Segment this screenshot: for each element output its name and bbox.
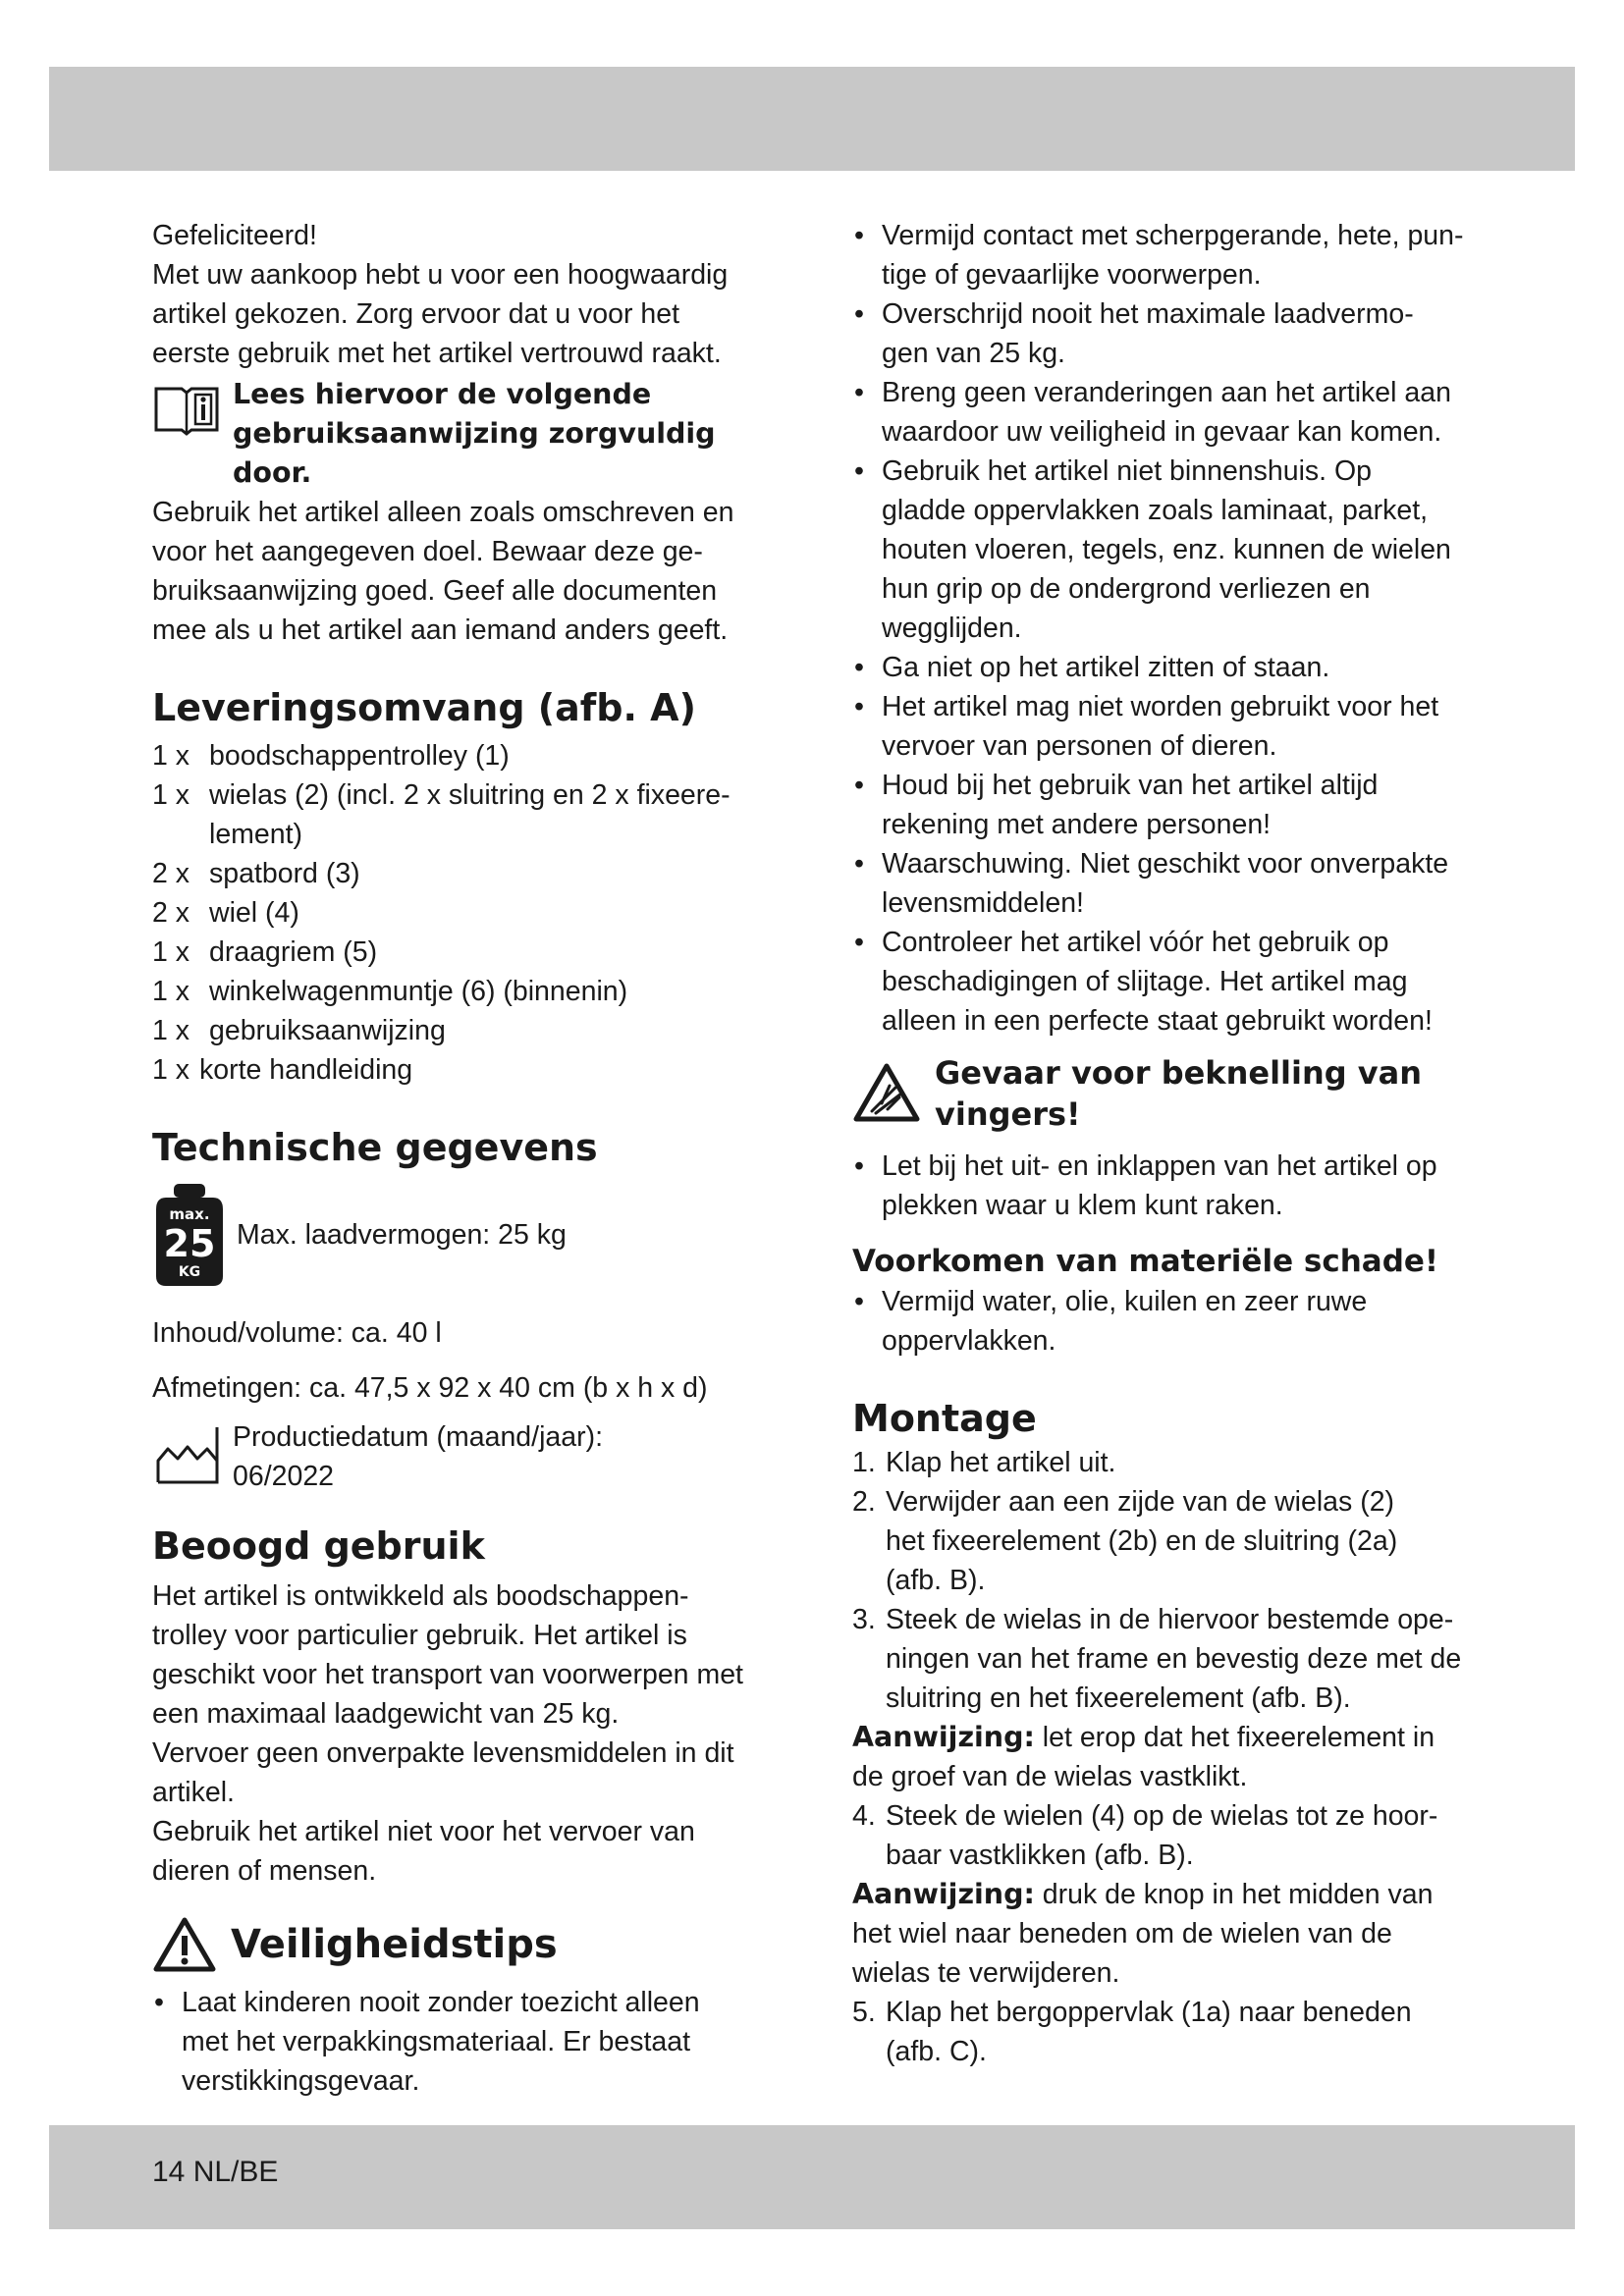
pinch-heading-line: vingers! [935,1095,1081,1133]
delivery-heading: Leveringsomvang (afb. A) [152,686,696,729]
list-item: • Vermijd contact met scherpgerande, hete, pun- tige of gevaarlijke voorwerpen. [852,216,1490,294]
intended-use-line: Vervoer geen onverpakte levensmiddelen in dit [152,1737,734,1769]
list-item: 1 x draagriem (5) [152,936,378,968]
assembly-step: 5. Klap het bergoppervlak (1a) naar beneden (afb. C). [852,1997,1412,2067]
info-line: Lees hiervoor de volgende [233,378,652,410]
safety-heading-row [152,1916,781,1973]
pinch-heading-line: Gevaar voor beknelling van [935,1054,1423,1092]
weight-icon-number: 25 [163,1222,216,1265]
delivery-list [152,736,781,1090]
list-item: • Controleer het artikel vóór het gebruik op beschadigingen of slijtage. Het artikel mag alleen in een perfecte staat gebruikt worden! [852,923,1490,1041]
assembly-step: 1. Klap het artikel uit. [852,1447,1116,1478]
list-item: • Let bij het uit- en inklappen van het artikel op plekken waar u klem kunt raken. [852,1147,1490,1225]
greeting: Gefeliciteerd! [152,220,317,251]
max-load-text: Max. laadvermogen: 25 kg [237,1219,567,1251]
production-date: 06/2022 [233,1461,335,1492]
pinch-heading-row [852,1052,1490,1135]
pinch-bullets [852,1147,1490,1225]
usage-line: Gebruik het artikel alleen zoals omschreven en [152,497,734,528]
assembly-step: 4. Steek de wielen (4) op de wielas tot ze hoor- baar vastklikken (afb. B). [852,1800,1438,1871]
list-item: 1 x wielas (2) (incl. 2 x sluitring en 2 x fixeere- lement) [152,779,731,850]
list-item: • Laat kinderen nooit zonder toezicht alleen met het verpakkingsmateriaal. Er bestaat verstikkingsgevaar. [152,1983,781,2101]
weight-icon-unit: KG [178,1264,201,1280]
intended-use-line: artikel. [152,1777,235,1808]
list-item: • Breng geen veranderingen aan het artikel aan waardoor uw veiligheid in gevaar kan komen. [852,373,1490,452]
list-item: 1 x korte handleiding [152,1054,413,1086]
max-load-row [152,1182,781,1288]
intended-use-line: geschikt voor het transport van voorwerpen met [152,1659,743,1690]
usage-line: bruiksaanwijzing goed. Geef alle documenten [152,575,718,607]
intended-use-line: dieren of mensen. [152,1855,377,1887]
info-line: door. [233,456,312,489]
assembly-note: Aanwijzing: let erop dat het fixeerelement in [852,1721,1435,1753]
list-item: • Gebruik het artikel niet binnenshuis. Op gladde oppervlakken zoals laminaat, parket, houten vloeren, tegels, enz. kunnen de wielen hun grip op de ondergrond verliezen en wegglijden. [852,452,1490,648]
info-notice [152,375,781,493]
damage-bullets [852,1282,1490,1361]
info-line: gebruiksaanwijzing zorgvuldig [233,417,716,450]
assembly-steps-3 [852,1993,1490,2071]
safety-bullets-right [852,216,1490,1041]
usage-line: mee als u het artikel aan iemand anders geeft. [152,614,729,646]
damage-heading: Voorkomen van materiële schade! [852,1244,1439,1279]
volume-text: Inhoud/volume: ca. 40 l [152,1317,442,1349]
list-item: • Vermijd water, olie, kuilen en zeer ruwe oppervlakken. [852,1282,1490,1361]
list-item: • Overschrijd nooit het maximale laadvermo- gen van 25 kg. [852,294,1490,373]
safety-bullets-left [152,1983,781,2101]
technical-heading: Technische gegevens [152,1126,598,1169]
list-item: • Waarschuwing. Niet geschikt voor onverpakte levensmiddelen! [852,844,1490,923]
usage-line: voor het aangegeven doel. Bewaar deze ge- [152,536,703,567]
manual-info-icon [152,381,221,436]
list-item: • Houd bij het gebruik van het artikel altijd rekening met andere personen! [852,766,1490,844]
right-column [852,216,1490,2071]
left-column [152,216,781,2101]
weight-icon-top: max. [169,1205,210,1223]
list-item: 1 x gebruiksaanwijzing [152,1015,446,1046]
pinch-hazard-icon [852,1052,921,1125]
production-label: Productiedatum (maand/jaar): [233,1421,604,1453]
assembly-steps-1 [852,1443,1490,1718]
page-number: 14 NL/BE [152,2156,279,2188]
dimensions-text: Afmetingen: ca. 47,5 x 92 x 40 cm (b x h x d) [152,1372,708,1404]
intro-line: Met uw aankoop hebt u voor een hoogwaardig [152,259,729,291]
assembly-step: 3. Steek de wielas in de hiervoor bestemde ope- ningen van het frame en bevestig deze met de sluitring en het fixeerelement (afb. B). [852,1604,1462,1714]
assembly-step: 2. Verwijder aan een zijde van de wielas (2) het fixeerelement (2b) en de sluitring (2a) (afb. B). [852,1486,1398,1596]
assembly-note: Aanwijzing: druk de knop in het midden van [852,1878,1434,1910]
intro-line: artikel gekozen. Zorg ervoor dat u voor het [152,298,680,330]
weight-25kg-icon [152,1182,227,1288]
footer-band [49,2125,1575,2229]
header-band [49,67,1575,171]
list-item: 2 x spatbord (3) [152,858,360,889]
intended-use-line: trolley voor particulier gebruik. Het artikel is [152,1620,687,1651]
intended-use-line: een maximaal laadgewicht van 25 kg. [152,1698,620,1730]
assembly-note-line: het wiel naar beneden om de wielen van de [852,1918,1392,1949]
list-item: 1 x boodschappentrolley (1) [152,740,510,772]
list-item: 1 x winkelwagenmuntje (6) (binnenin) [152,976,628,1007]
assembly-note-line: de groef van de wielas vastklikt. [852,1761,1248,1792]
intended-use-line: Gebruik het artikel niet voor het vervoer van [152,1816,695,1847]
intended-use-heading: Beoogd gebruik [152,1524,485,1568]
assembly-note-line: wielas te verwijderen. [852,1957,1120,1989]
safety-heading: Veiligheidstips [231,1922,558,1967]
list-item: • Ga niet op het artikel zitten of staan. [852,648,1490,687]
intro-line: eerste gebruik met het artikel vertrouwd raakt. [152,338,722,369]
warning-icon [152,1916,217,1973]
production-date-row [152,1417,781,1496]
assembly-steps-2 [852,1796,1490,1875]
list-item: • Het artikel mag niet worden gebruikt voor het vervoer van personen of dieren. [852,687,1490,766]
list-item: 2 x wiel (4) [152,897,299,929]
intended-use-line: Het artikel is ontwikkeld als boodschappen- [152,1580,689,1612]
production-date-icon [152,1421,223,1492]
assembly-heading: Montage [852,1397,1037,1440]
